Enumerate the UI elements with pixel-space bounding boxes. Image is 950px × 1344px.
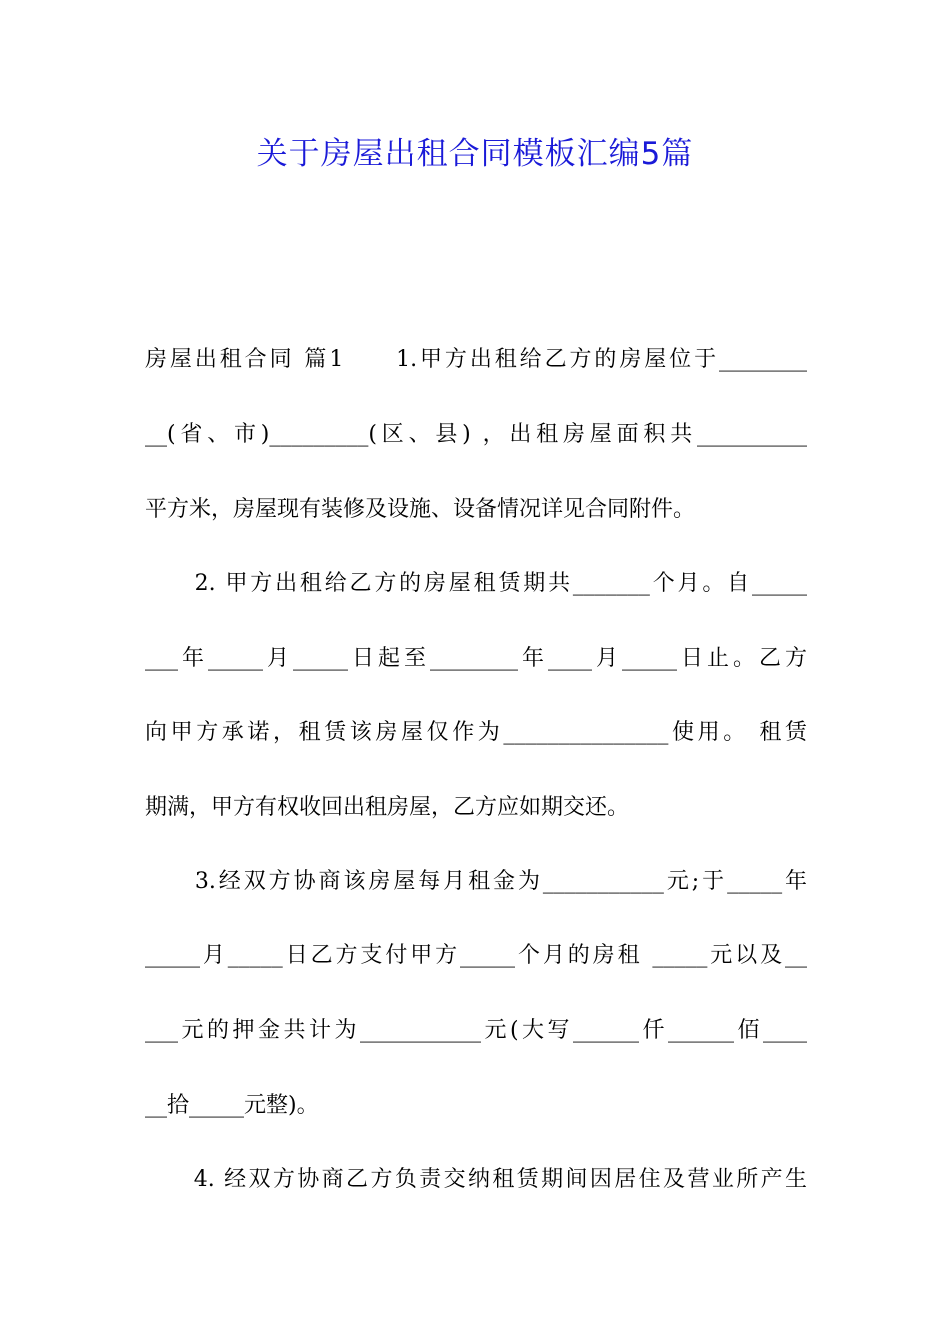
paragraph-line-8: 3.经双方协商该房屋每月租金为___________元;于_____年: [145, 869, 807, 894]
paragraph-line-12: 4. 经双方协商乙方负责交纳租赁期间因居住及营业所产生: [145, 1167, 807, 1192]
paragraph-line-7: 期满，甲方有权收回出租房屋，乙方应如期交还。: [145, 795, 630, 820]
paragraph-line-11: __拾_____元整)。: [145, 1093, 319, 1118]
paragraph-line-10: ___元的押金共计为___________元(大写______仟______佰____: [145, 1018, 807, 1043]
paragraph-line-9: _____月_____日乙方支付甲方_____个月的房租 _____元以及__: [145, 943, 807, 968]
paragraph-line-2: __(省、市)_________(区、县) ，出租房屋面积共__________: [145, 422, 807, 447]
paragraph-line-3: 平方米，房屋现有装修及设施、设备情况详见合同附件。: [145, 497, 696, 522]
paragraph-line-1: 房屋出租合同 篇1 1.甲方出租给乙方的房屋位于________: [145, 347, 807, 372]
paragraph-line-6: 向甲方承诺，租赁该房屋仅作为_______________使用。 租赁: [145, 720, 807, 745]
paragraph-line-5: ___年_____月_____日起至________年____月_____日止。乙方: [145, 646, 807, 671]
document-title: 关于房屋出租合同模板汇编5篇: [256, 136, 694, 172]
paragraph-line-4: 2. 甲方出租给乙方的房屋租赁期共_______个月。自_____: [145, 571, 807, 596]
